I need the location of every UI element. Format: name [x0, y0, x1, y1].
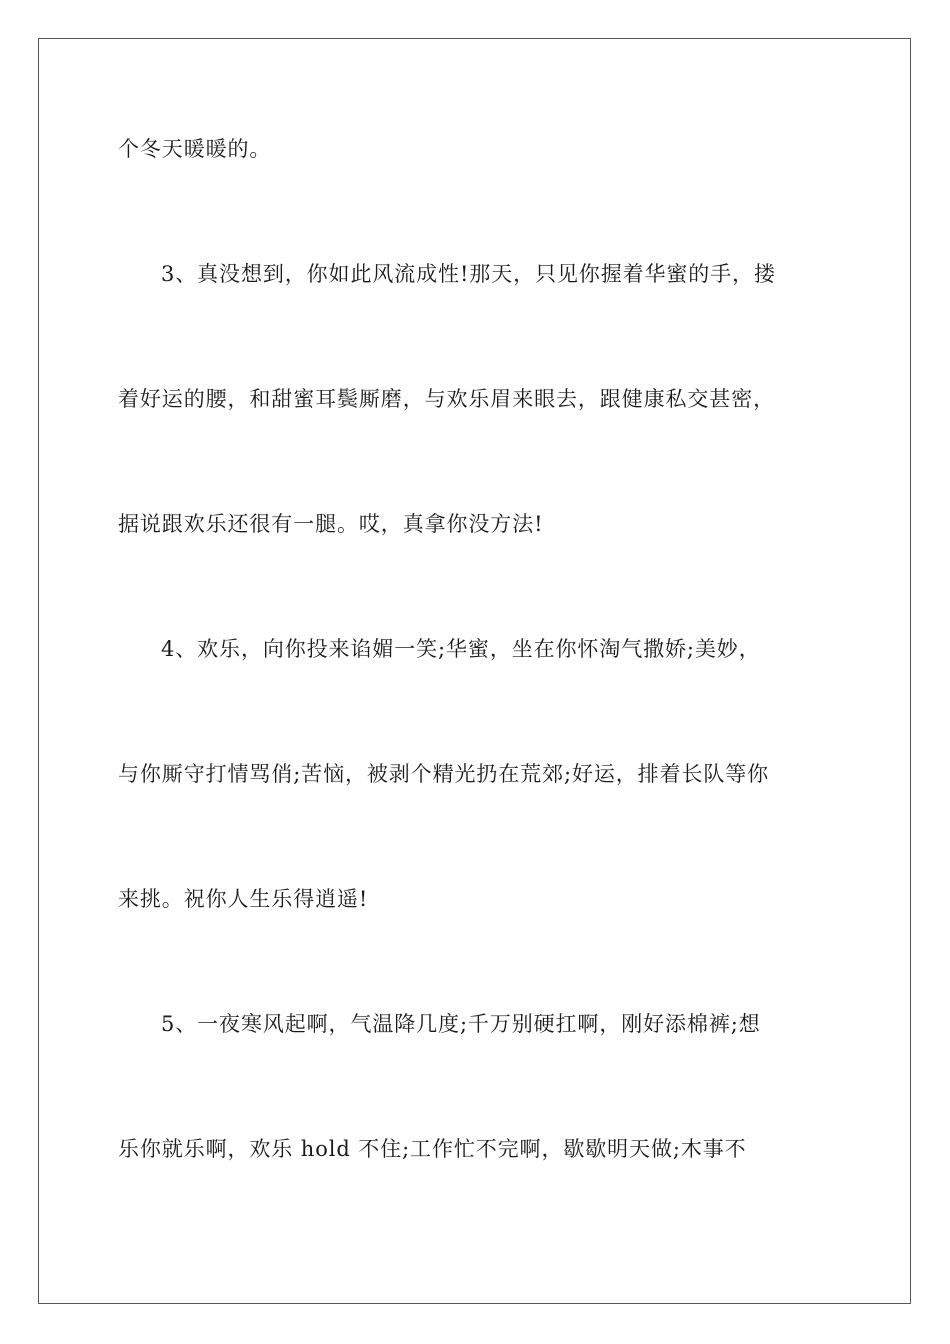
text-line-6: 与你厮守打情骂俏;苦恼，被剥个精光扔在荒郊;好运，排着长队等你	[118, 762, 770, 786]
text-line-8: 5、一夜寒风起啊，气温降几度;千万别硬扛啊，刚好添棉裤;想	[161, 1012, 761, 1036]
page-frame	[38, 38, 911, 1304]
text-line-7: 来挑。祝你人生乐得逍遥!	[118, 887, 369, 911]
text-line-3: 着好运的腰，和甜蜜耳鬓厮磨，与欢乐眉来眼去，跟健康私交甚密，	[118, 387, 775, 411]
text-line-4: 据说跟欢乐还很有一腿。哎，真拿你没方法!	[118, 512, 544, 536]
text-line-2: 3、真没想到，你如此风流成性!那天，只见你握着华蜜的手，搂	[161, 262, 776, 286]
text-line-9: 乐你就乐啊，欢乐 hold 不住;工作忙不完啊，歇歇明天做;木事不	[118, 1137, 747, 1161]
text-line-5: 4、欢乐，向你投来谄媚一笑;华蜜，坐在你怀淘气撒娇;美妙，	[161, 637, 761, 661]
text-line-1: 个冬天暖暖的。	[118, 137, 272, 161]
